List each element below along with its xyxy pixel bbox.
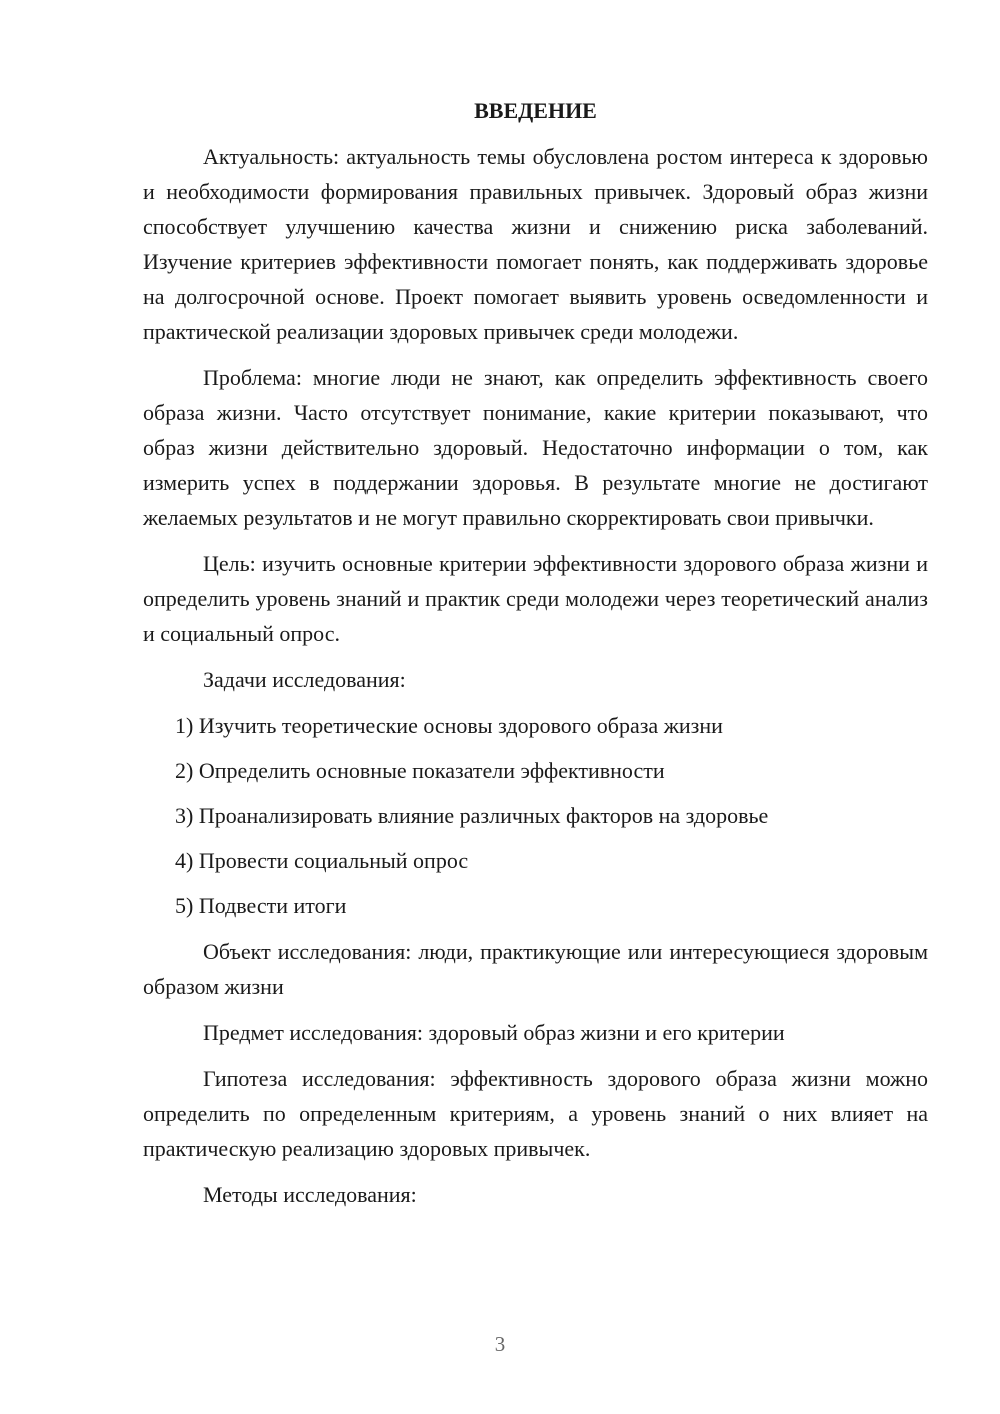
list-item: 3) Проанализировать влияние различных факторов на здоровье	[175, 803, 769, 828]
list-item: 5) Подвести итоги	[175, 893, 347, 918]
list-item: 1) Изучить теоретические основы здорового образа жизни	[175, 713, 723, 738]
paragraph-problem: Проблема: многие люди не знают, как определить эффективность своего образа жизни. Часто отсутствует понимание, какие критерии показывают, что образ жизни действительно здоровый. Недостаточно информации о том, как измерить успех в поддержании здоровья. В результате многие не достигают желаемых результатов и не могут правильно скорректировать свои привычки.	[143, 365, 928, 530]
paragraph-tasks-heading: Задачи исследования:	[203, 667, 406, 692]
list-item: 4) Провести социальный опрос	[175, 848, 469, 873]
paragraph-hypothesis: Гипотеза исследования: эффективность здорового образа жизни можно определить по определенным критериям, а уровень знаний о них влияет на практическую реализацию здоровых привычек.	[143, 1066, 928, 1161]
paragraph-goal: Цель: изучить основные критерии эффективности здорового образа жизни и определить уровень знаний и практик среди молодежи через теоретический анализ и социальный опрос.	[143, 551, 928, 646]
paragraph-methods: Методы исследования:	[203, 1182, 417, 1207]
page-content	[143, 95, 928, 1212]
list-item: 2) Определить основные показатели эффективности	[175, 758, 665, 783]
tasks-list	[143, 708, 928, 923]
paragraph-object: Объект исследования: люди, практикующие или интересующиеся здоровым образом жизни	[143, 939, 928, 999]
paragraph-subject: Предмет исследования: здоровый образ жизни и его критерии	[203, 1020, 785, 1045]
page-number: 3	[494, 1332, 506, 1356]
section-title: ВВЕДЕНИЕ	[474, 98, 597, 123]
paragraph-relevance: Актуальность: актуальность темы обусловлена ростом интереса к здоровью и необходимости формирования правильных привычек. Здоровый образ жизни способствует улучшению качества жизни и снижению риска заболеваний. Изучение критериев эффективности помогает понять, как поддерживать здоровье на долгосрочной основе. Проект помогает выявить уровень осведомленности и практической реализации здоровых привычек среди молодежи.	[143, 144, 928, 344]
